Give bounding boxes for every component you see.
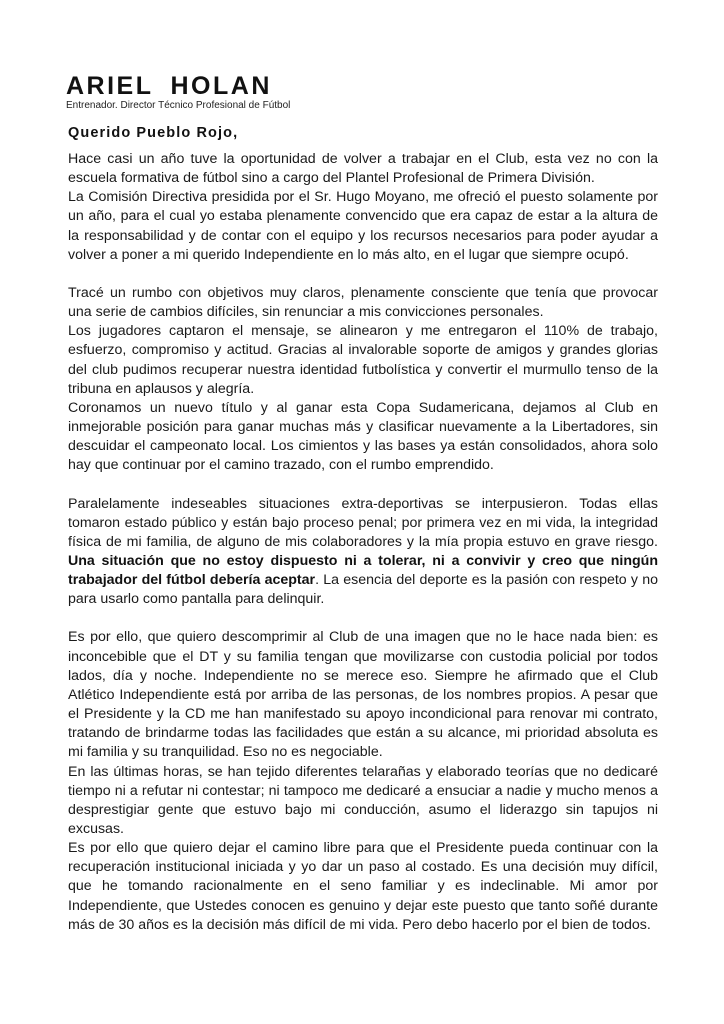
paragraph: La Comisión Directiva presidida por el Sr. Hugo Moyano, me ofreció el puesto solamente por un año, para el cual yo estaba plenamente convencido que era capaz de estar a la altura de la responsabilidad y de contar con el equipo y los recursos necesarios para poder ayudar a volver a poner a mi querido Independiente en lo más alto, en el lugar que siempre ocupó. [68,189,658,263]
paragraph: Tracé un rumbo con objetivos muy claros, plenamente consciente que tenía que provocar una serie de cambios difíciles, sin renunciar a mis convicciones personales. [68,284,658,321]
paragraph: Es por ello que quiero dejar el camino libre para que el Presidente pueda continuar con la recuperación institucional iniciada y yo dar un paso al costado. Es una decisión muy difícil, que he tomando racionalmente en el seno familiar y es indeclinable. Mi amor por Independiente, que Ustedes conocen es genuino y dejar este puesto que tanto soñé durante más de 30 años es la decisión más difícil de mi vida. Pero debo hacerlo por el bien de todos. [68,840,658,933]
emphasized-statement: Una situación que no estoy dispuesto ni a tolerar, ni a convivir y creo que ningún trabajador del fútbol debería aceptar [68,552,658,589]
letter-body [68,150,658,935]
paragraph [68,495,658,610]
paragraph: Los jugadores captaron el mensaje, se alinearon y me entregaron el 110% de trabajo, esfuerzo, compromiso y actitud. Gracias al invalorable soporte de amigos y grandes glorias del club pudimos recuperar nuestra identidad futbolística y convertir el murmullo tenso de la tribuna en aplausos y alegría. [68,323,658,397]
author-name: ARIEL HOLAN [66,72,272,100]
paragraph: Coronamos un nuevo título y al ganar esta Copa Sudamericana, dejamos al Club en inmejorable posición para ganar muchas más y clasificar nuevamente a la Libertadores, sin descuidar el campeonato local. Los cimientos y las bases ya están consolidados, ahora solo hay que continuar por el camino trazado, con el rumbo emprendido. [68,399,658,474]
paragraph-gap [68,265,658,284]
paragraph: Es por ello, que quiero descomprimir al Club de una imagen que no le hace nada bien: es inconcebible que el DT y su familia tengan que movilizarse con custodia policial por todos lados, día y noche. Independiente no se merece eso. Siempre he afirmado que el Club Atlético Independiente está por arriba de las personas, de los nombres propios. A pesar que el Presidente y la CD me han manifestado su apoyo incondicional para renovar mi contrato, tratando de brindarme todas las facilidades que están a su alcance, mi prioridad absoluta es mi familia y su tranquilidad. Eso no es negociable. [68,629,658,761]
salutation: Querido Pueblo Rojo, [68,125,239,141]
paragraph-gap [68,609,658,628]
paragraph-gap [68,476,658,495]
letter-header [66,72,290,112]
author-title: Entrenador. Director Técnico Profesional de Fútbol [66,100,291,111]
paragraph: Hace casi un año tuve la oportunidad de volver a trabajar en el Club, esta vez no con la escuela formativa de fútbol sino a cargo del Plantel Profesional de Primera División. [68,151,658,187]
paragraph-text: Paralelamente indeseables situaciones extra-deportivas se interpusieron. Todas ellas tomaron estado público y están bajo proceso penal; por primera vez en mi vida, la integridad física de mi familia, de alguno de mis colaboradores y la mía propia estuvo en grave riesgo. [68,495,658,550]
paragraph-text: . La esencia del deporte es la pasión con respeto y no para usarlo como pantalla para delinquir. [68,572,658,608]
paragraph: En las últimas horas, se han tejido diferentes telarañas y elaborado teorías que no dedicaré tiempo ni a refutar ni contestar; ni tampoco me dedicaré a ensuciar a nadie y mucho menos a desprestigiar gente que estuvo bajo mi conducción, asumo el liderazgo sin tapujos ni excusas. [68,763,658,837]
